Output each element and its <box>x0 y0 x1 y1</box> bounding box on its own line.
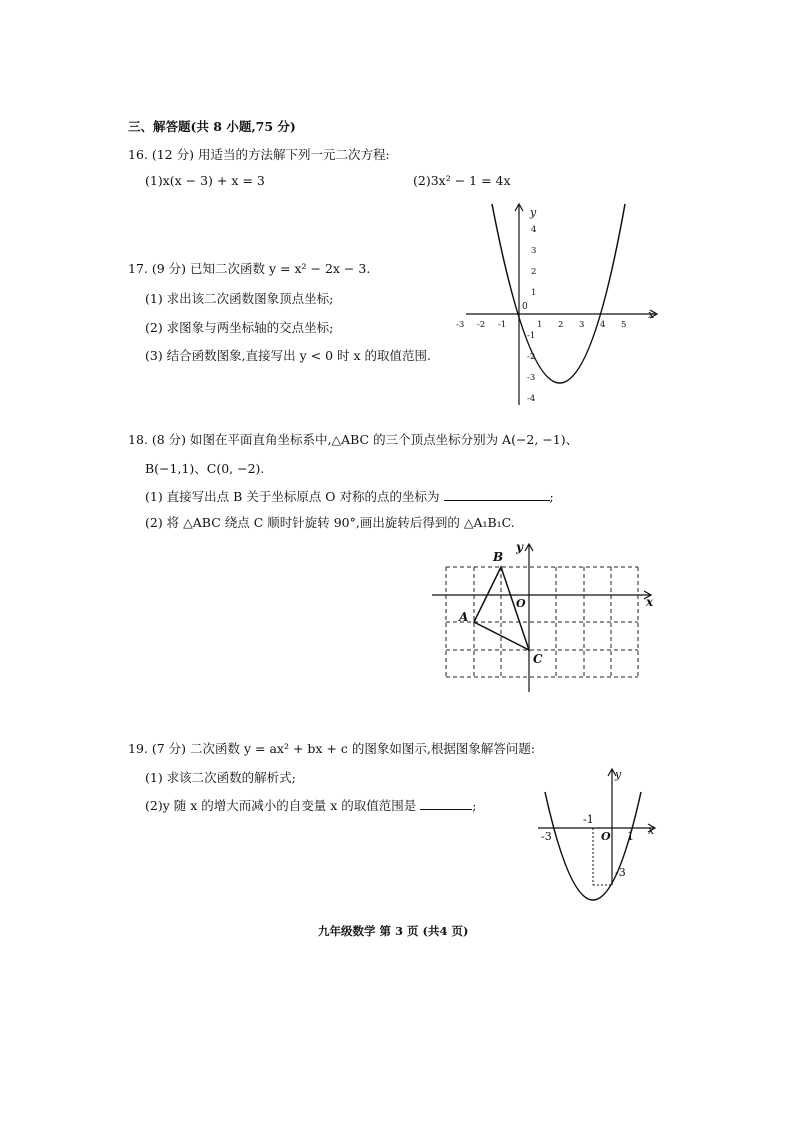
q17-parabola <box>492 204 625 383</box>
q17-x-ticks <box>456 320 626 330</box>
q17-xtick: -3 <box>456 320 465 330</box>
q18-point-b: B <box>493 550 504 564</box>
q17-ytick: -3 <box>527 373 536 383</box>
q17-y-label: y <box>530 206 537 219</box>
q18-point-c: C <box>533 652 543 666</box>
q18-grid <box>446 567 638 677</box>
q16-part1: (1)x(x − 3) + x = 3 <box>145 173 265 188</box>
q18-x-label: x <box>646 595 654 609</box>
q18-point-a: A <box>459 610 469 624</box>
q19-parabola <box>545 792 641 900</box>
q17-ytick: -1 <box>527 331 536 341</box>
q19-x-arrow <box>648 824 655 832</box>
q18-answer-blank[interactable] <box>444 500 550 501</box>
q19-part1: (1) 求该二次函数的解析式; <box>145 770 296 785</box>
q18-label: 18. (8 分) 如图在平面直角坐标系中,△ABC 的三个顶点坐标分别为 A(−2, −1)、 <box>128 432 579 447</box>
q18-part2: (2) 将 △ABC 绕点 C 顺时针旋转 90°,画出旋转后得到的 △A₁B₁C. <box>145 515 515 530</box>
q16-part2: (2)3x² − 1 = 4x <box>413 173 511 188</box>
q17-ytick: 1 <box>531 288 537 298</box>
q17-y-arrow <box>515 204 523 211</box>
q17-label: 17. (9 分) 已知二次函数 y = x² − 2x − 3. <box>128 261 371 276</box>
q18-origin: O <box>516 597 526 610</box>
q18-y-arrow <box>525 544 533 551</box>
q19-part2-end: ; <box>472 798 477 813</box>
q17-xtick: 5 <box>621 320 627 330</box>
q17-xtick: 4 <box>600 320 606 330</box>
page-footer: 九年级数学 第 3 页 (共4 页) <box>318 924 469 938</box>
q17-xtick: -2 <box>477 320 486 330</box>
q17-xtick: 2 <box>558 320 564 330</box>
q19-y-label: y <box>615 768 622 781</box>
q17-y-ticks <box>527 225 536 404</box>
q17-xtick: -1 <box>498 320 507 330</box>
q17-origin: 0 <box>522 302 528 312</box>
q17-part3: (3) 结合函数图象,直接写出 y < 0 时 x 的取值范围. <box>145 348 432 363</box>
q19-part2 <box>145 796 476 814</box>
q19-label: 19. (7 分) 二次函数 y = ax² + bx + c 的图象如图示,根据图象解答问题: <box>128 741 536 756</box>
q17-ytick: 3 <box>531 246 537 256</box>
q17-ytick: 2 <box>531 267 537 277</box>
q17-ytick: 4 <box>531 225 537 235</box>
q18-triangle-abc <box>474 567 529 650</box>
q19-x-label: x <box>648 824 655 837</box>
q17-xtick: 3 <box>579 320 585 330</box>
q19-label-1: 1 <box>627 830 634 843</box>
q18-part1 <box>145 487 554 505</box>
q18-x-arrow <box>644 591 651 599</box>
q19-label-ymin: -3 <box>615 866 626 879</box>
q17-x-arrow <box>650 310 657 318</box>
q18-part1-text: (1) 直接写出点 B 关于坐标原点 O 对称的点的坐标为 <box>145 489 440 504</box>
q18-y-label: y <box>516 540 523 554</box>
q18-label2: B(−1,1)、C(0, −2). <box>145 461 265 476</box>
q17-ytick: -4 <box>527 394 536 404</box>
q19-part2-text: (2)y 随 x 的增大而减小的自变量 x 的取值范围是 <box>145 798 417 813</box>
q19-label-neg1: -1 <box>583 813 594 826</box>
q17-x-label: x <box>648 308 655 321</box>
q17-ytick: -2 <box>527 352 536 362</box>
section-heading: 三、解答题(共 8 小题,75 分) <box>128 119 296 134</box>
q16-label: 16. (12 分) 用适当的方法解下列一元二次方程: <box>128 147 390 162</box>
q19-origin: O <box>601 830 611 843</box>
q19-y-arrow <box>608 769 616 776</box>
q17-part1: (1) 求出该二次函数图象顶点坐标; <box>145 291 334 306</box>
q19-answer-blank[interactable] <box>420 809 472 810</box>
q17-part2: (2) 求图象与两坐标轴的交点坐标; <box>145 320 334 335</box>
q18-part1-end: ; <box>549 489 554 504</box>
q19-label-neg3: -3 <box>541 830 552 843</box>
q17-xtick: 1 <box>537 320 543 330</box>
